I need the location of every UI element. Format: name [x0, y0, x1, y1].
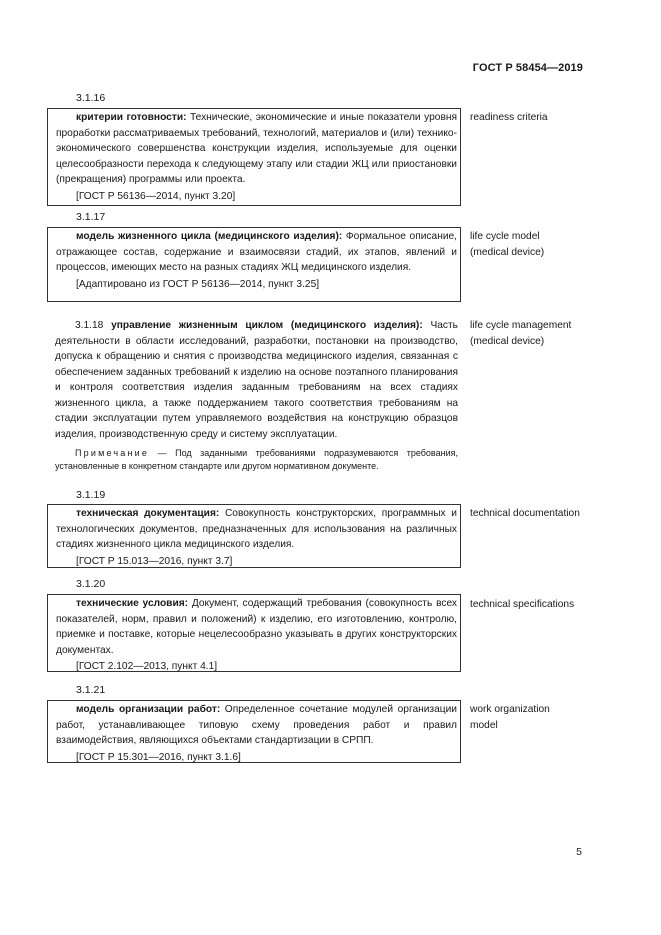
- term-source: [ГОСТ Р 15.013—2016, пункт 3.7]: [76, 555, 233, 567]
- term-definition-text: Формальное описание, отражающее состав, содержание и взаимосвязи стадий, их этапов, явлений и процессов, имеющих место на разных стадиях ЖЦ медицинского изделия.: [56, 231, 458, 273]
- term-english: life cycle management (medical device): [470, 320, 572, 347]
- term-definition: [56, 229, 457, 276]
- term-title: модель организации работ:: [76, 704, 221, 715]
- term-number: 3.1.21: [76, 684, 106, 696]
- term-english: technical specifications: [470, 599, 575, 610]
- term-box: [47, 108, 461, 206]
- term-definition-text: Определенное сочетание модулей организации работ, устанавливающее типовую схему проведения работ и правил взаимодействия, являющихся объектами стандартизации в СРПП.: [56, 704, 457, 746]
- term-definition: [55, 318, 458, 442]
- term-source: [ГОСТ Р 15.301—2016, пункт 3.1.6]: [76, 751, 241, 763]
- note-text: — Под заданными требованиями подразумеваются требования, установленные в конкретном стандарте или другом нормативном документе.: [55, 448, 458, 471]
- term-english: life cycle model (medical device): [470, 231, 545, 258]
- term-number: 3.1.17: [76, 211, 106, 223]
- term-english: readiness criteria: [470, 112, 548, 123]
- term-title: технические условия:: [76, 598, 189, 609]
- term-title: техническая документация:: [76, 508, 220, 519]
- page-number: 5: [576, 846, 582, 858]
- term-definition-text: Технические, экономические и иные показатели уровня проработки рассматриваемых требований, технологий, материалов и (или) технико-экономического совершенства конструкции изделия, используемые для оценки целесообразности перехода к следующему этапу или стадии ЖЦ или приостановки (прекращения) программы или проекта.: [56, 112, 457, 185]
- term-number: 3.1.19: [76, 489, 106, 501]
- term-box: [47, 227, 461, 302]
- term-english: work organization model: [470, 704, 550, 731]
- term-definition: [56, 596, 457, 658]
- term-title: управление жизненным циклом (медицинского изделия):: [111, 320, 423, 331]
- term-note: [55, 447, 458, 473]
- term-definition-text: Часть деятельности в области исследований, разработки, постановки на производство, допуска к обращению и снятия с производства медицинского изделия, связанная с обеспечением заданных требований к изделию на основе поэтапного планирования и контроля соответствия изделия заданным требованиям на всех стадиях жизненного цикла, а также поддержанием такого соответствия требованиям на стадии эксплуатации путем управляемого воздействия на конструкцию образцов изделия, производственную среду и систему эксплуатации.: [55, 320, 458, 440]
- term-definition: [56, 702, 457, 749]
- document-header: ГОСТ Р 58454—2019: [472, 62, 583, 74]
- term-definition: [56, 506, 457, 553]
- term-source: [ГОСТ Р 56136—2014, пункт 3.20]: [76, 190, 236, 202]
- term-box: [47, 504, 461, 568]
- term-definition-text: Документ, содержащий требования (совокупность всех показателей, норм, правил и положений) к изделию, его изготовлению, контролю, приемке и поставке, которые нецелесообразно указывать в других конструкторских документах.: [56, 598, 457, 656]
- term-title: критерии готовности:: [76, 112, 187, 123]
- term-box: [47, 700, 461, 763]
- term-definition-text: Совокупность конструкторских, программных и технологических документов, предназначенных для использования на различных стадиях жизненного цикла медицинского изделия.: [56, 508, 457, 550]
- term-number: 3.1.20: [76, 578, 106, 590]
- term-title: модель жизненного цикла (медицинского изделия):: [76, 231, 343, 242]
- note-label: Примечание: [75, 448, 150, 458]
- term-box: [47, 594, 461, 672]
- term-number: 3.1.18: [75, 320, 104, 331]
- term-english: technical documentation: [470, 508, 580, 519]
- term-number: 3.1.16: [76, 92, 106, 104]
- term-source: [ГОСТ 2.102—2013, пункт 4.1]: [76, 661, 218, 672]
- term-definition: [56, 110, 457, 188]
- term-source: [Адаптировано из ГОСТ Р 56136—2014, пункт 3.25]: [76, 278, 320, 290]
